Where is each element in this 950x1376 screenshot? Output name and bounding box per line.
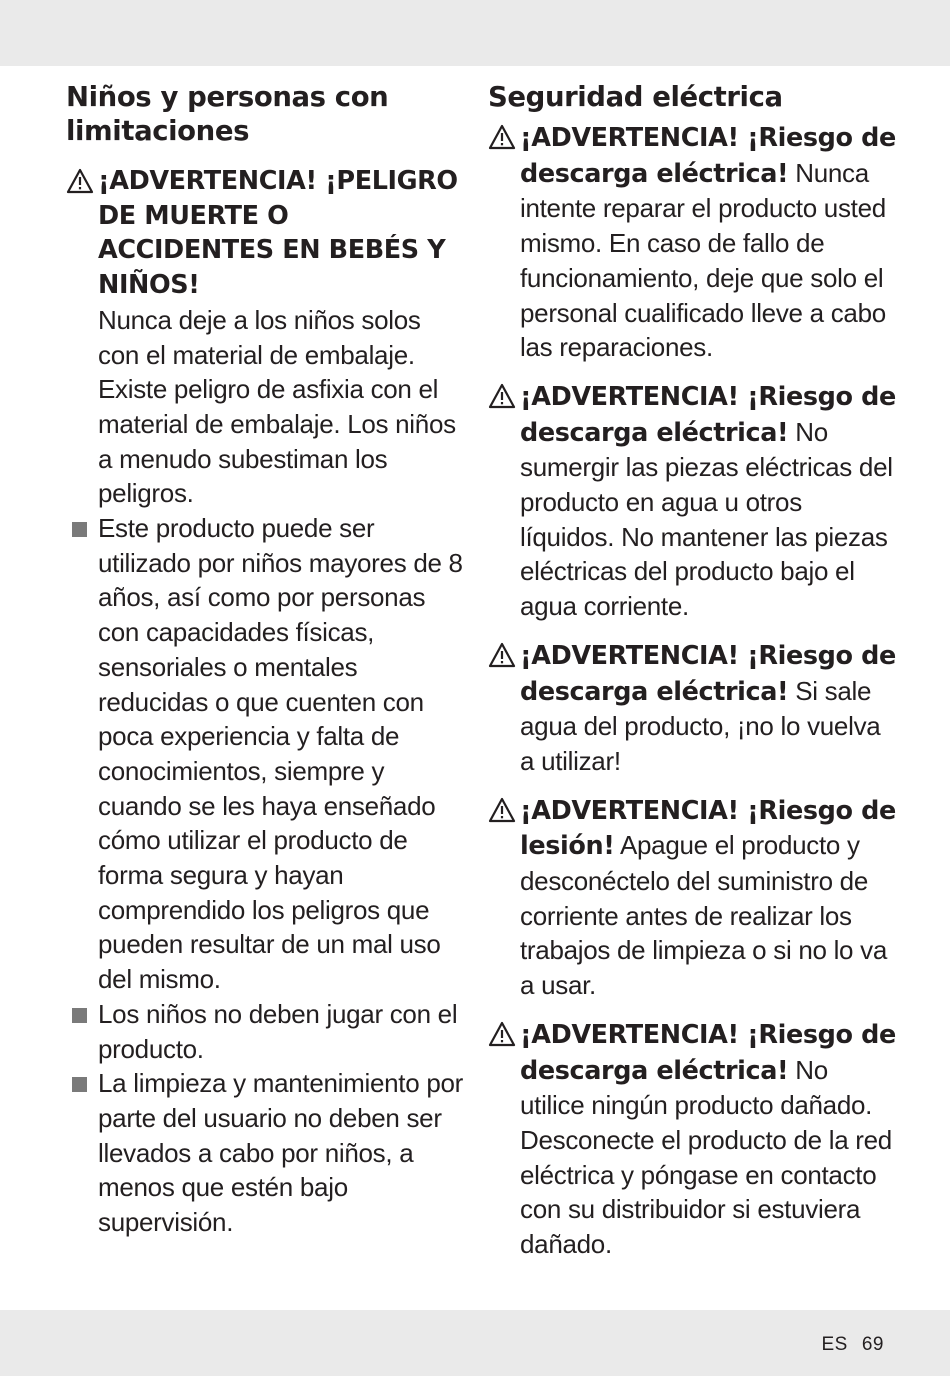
warning-text: Nunca intente reparar el producto usted mismo. En caso de fallo de funcionamiento, deje que solo el personal cualificado lleve a cabo las reparaciones. (520, 157, 886, 363)
list-item-text: Este producto puede ser utilizado por niños mayores de 8 años, así como por personas con capacidades físicas, sensoriales o mentales reducidas o que cuenten con poca experiencia y falta de conocimientos, siempre y cuando se les haya enseñado cómo utilizar el producto de forma segura y hayan comprendido los peligros que pueden resultar de un mal uso del mismo. (98, 513, 463, 995)
warning-triangle-icon (488, 642, 516, 670)
warning-block (488, 638, 898, 779)
warning-block (488, 793, 898, 1003)
page-language: ES (821, 1334, 848, 1355)
warning-triangle-icon (488, 124, 516, 152)
list-item (66, 997, 466, 1066)
warning-title: ¡ADVERTENCIA! ¡Riesgo de lesión! (520, 795, 896, 862)
warning-triangle-icon (66, 168, 94, 196)
page-footer (822, 1334, 885, 1356)
warning-block (488, 1017, 898, 1262)
warning-text: Si sale agua del producto, ¡no lo vuelva a utilizar! (520, 675, 881, 776)
warning-title: ¡ADVERTENCIA! ¡PELIGRO DE MUERTE O ACCIDENTES EN BEBÉS Y NIÑOS! (98, 166, 458, 301)
warning-block (488, 379, 898, 624)
list-item (66, 1066, 466, 1240)
left-column (66, 80, 466, 1240)
bottom-band (0, 1310, 950, 1376)
section-heading-electrical: Seguridad eléctrica (488, 81, 783, 113)
warning-title: ¡ADVERTENCIA! ¡Riesgo de descarga eléctrica! (520, 123, 896, 189)
warning-triangle-icon (488, 797, 516, 825)
warning-text: Nunca deje a los niños solos con el material de embalaje. Existe peligro de asfixia con el material de embalaje. Los niños a menudo subestiman los peligros. (98, 304, 456, 509)
warning-block (488, 120, 898, 365)
warning-text: Apague el producto y desconéctelo del suministro de corriente antes de realizar los trabajos de limpieza o si no lo va a usar. (520, 830, 888, 1001)
warning-triangle-icon (488, 383, 516, 411)
square-bullet-icon (72, 1008, 87, 1023)
list-item (66, 511, 466, 997)
warning-text: No utilice ningún producto dañado. Desconecte el producto de la red eléctrica y póngase en contacto con su distribuidor si estuviera dañado. (520, 1054, 892, 1260)
page-number: 69 (861, 1334, 884, 1355)
warning-title: ¡ADVERTENCIA! ¡Riesgo de descarga eléctrica! (520, 1019, 896, 1086)
warning-triangle-icon (488, 1021, 516, 1049)
right-column (488, 80, 898, 1276)
section-heading-children: Niños y personas con limitaciones (66, 81, 389, 147)
list-item-text: Los niños no deben jugar con el producto. (98, 998, 458, 1064)
list-item-text: La limpieza y mantenimiento por parte del usuario no deben ser llevados a cabo por niños, a menos que estén bajo supervisión. (98, 1068, 463, 1238)
square-bullet-icon (72, 522, 87, 537)
top-band (0, 0, 950, 66)
warning-title: ¡ADVERTENCIA! ¡Riesgo de descarga eléctrica! (520, 640, 896, 707)
warning-title: ¡ADVERTENCIA! ¡Riesgo de descarga eléctrica! (520, 381, 896, 448)
warning-text: No sumergir las piezas eléctricas del producto en agua u otros líquidos. No mantener las piezas eléctricas del producto bajo el agua corriente. (520, 416, 893, 622)
square-bullet-icon (72, 1077, 87, 1092)
warning-block (66, 164, 466, 511)
